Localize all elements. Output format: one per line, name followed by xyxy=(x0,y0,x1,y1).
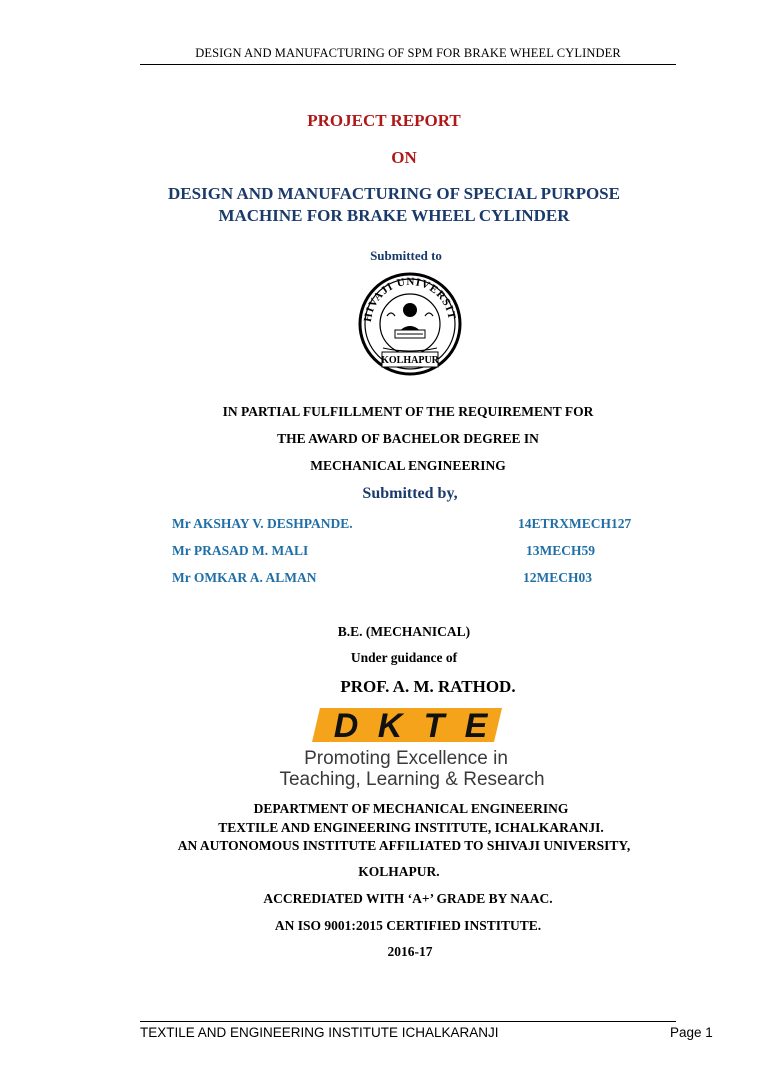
accreditation: ACCREDIATED WITH ‘A+’ GRADE BY NAAC. xyxy=(263,891,553,906)
logo-letter-e: E xyxy=(464,707,488,745)
dept-line3: AN AUTONOMOUS INSTITUTE AFFILIATED TO SHIVAJI UNIVERSITY, xyxy=(177,838,631,853)
page-number: Page 1 xyxy=(670,1025,713,1040)
iso-certification: AN ISO 9001:2015 CERTIFIED INSTITUTE. xyxy=(274,918,542,933)
student-roll-2: 13MECH59 xyxy=(526,543,595,558)
logo-letter-k: K xyxy=(377,707,403,745)
submitted-by-label: Submitted by, xyxy=(362,485,458,502)
dept-line2: TEXTILE AND ENGINEERING INSTITUTE, ICHALKARANJI. xyxy=(218,820,604,835)
submitted-to-label: Submitted to xyxy=(370,248,442,263)
dept-line4: KOLHAPUR. xyxy=(358,864,440,879)
degree-label: B.E. (MECHANICAL) xyxy=(337,624,471,639)
student-roll-3: 12MECH03 xyxy=(523,570,592,585)
running-header: DESIGN AND MANUFACTURING OF SPM FOR BRAKE WHEEL CYLINDER xyxy=(195,46,621,60)
academic-year: 2016-17 xyxy=(387,944,433,959)
university-seal xyxy=(357,268,463,380)
logo-tagline-1: Promoting Excellence in xyxy=(304,748,508,769)
student-name-2: Mr PRASAD M. MALI xyxy=(172,543,309,558)
logo-letter-t: T xyxy=(423,707,445,745)
student-name-1: Mr AKSHAY V. DESHPANDE. xyxy=(172,516,353,531)
footer-institute: TEXTILE AND ENGINEERING INSTITUTE ICHALKARANJI xyxy=(140,1025,499,1040)
on-label: ON xyxy=(391,148,417,167)
project-title-line1: DESIGN AND MANUFACTURING OF SPECIAL PURPOSE xyxy=(168,184,620,203)
guidance-label: Under guidance of xyxy=(350,650,458,665)
header-rule xyxy=(140,64,676,65)
student-roll-1: 14ETRXMECH127 xyxy=(518,516,632,531)
seal-bottom-text: KOLHAPUR xyxy=(381,355,439,366)
seal-top-text: HIVAJI UNIVERSIT xyxy=(361,275,458,323)
fulfillment-line1: IN PARTIAL FULFILLMENT OF THE REQUIREMENT FOR xyxy=(222,404,594,419)
fulfillment-line3: MECHANICAL ENGINEERING xyxy=(310,458,506,473)
report-label: PROJECT REPORT xyxy=(307,111,461,130)
dept-line1: DEPARTMENT OF MECHANICAL ENGINEERING xyxy=(253,801,569,816)
logo-letter-d: D xyxy=(333,707,359,745)
logo-tagline-2: Teaching, Learning & Research xyxy=(279,769,545,790)
footer-rule xyxy=(140,1021,676,1022)
dkte-logo xyxy=(264,704,554,790)
student-name-3: Mr OMKAR A. ALMAN xyxy=(172,570,317,585)
fulfillment-line2: THE AWARD OF BACHELOR DEGREE IN xyxy=(277,431,539,446)
project-title-line2: MACHINE FOR BRAKE WHEEL CYLINDER xyxy=(218,206,570,225)
guide-name: PROF. A. M. RATHOD. xyxy=(340,677,516,696)
